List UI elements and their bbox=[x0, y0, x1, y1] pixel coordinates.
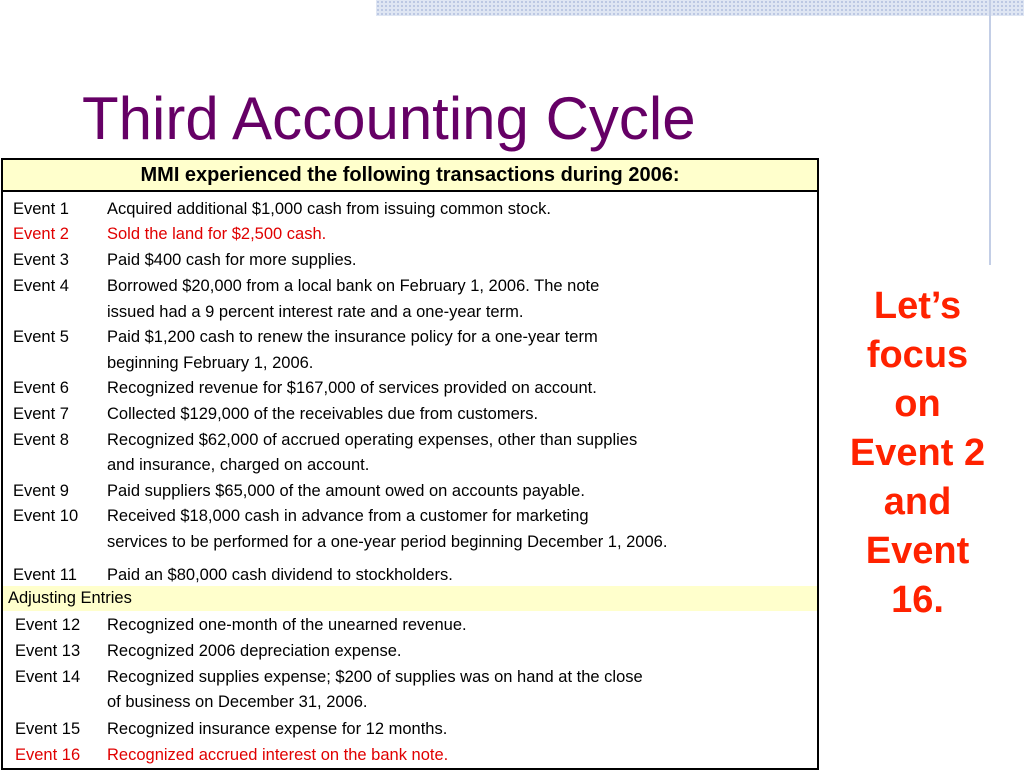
callout-line: on bbox=[894, 383, 941, 425]
event-description: Recognized accrued interest on the bank note. bbox=[107, 746, 449, 764]
event-description: Recognized 2006 depreciation expense. bbox=[107, 642, 402, 660]
event-label: Event 5 bbox=[13, 328, 69, 346]
event-description-continued: issued had a 9 percent interest rate and a one-year term. bbox=[107, 303, 524, 321]
event-label: Event 8 bbox=[13, 431, 69, 449]
event-description: Paid an $80,000 cash dividend to stockholders. bbox=[107, 566, 453, 584]
event-description: Borrowed $20,000 from a local bank on February 1, 2006. The note bbox=[107, 277, 600, 295]
event-description: Recognized $62,000 of accrued operating expenses, other than supplies bbox=[107, 431, 638, 449]
event-description: Paid $400 cash for more supplies. bbox=[107, 251, 357, 269]
event-description: Paid suppliers $65,000 of the amount owed on accounts payable. bbox=[107, 482, 585, 500]
focus-callout bbox=[825, 282, 1010, 625]
event-label: Event 1 bbox=[13, 200, 69, 218]
event-label: Event 13 bbox=[15, 642, 81, 660]
event-description: Collected $129,000 of the receivables due from customers. bbox=[107, 405, 539, 423]
event-description-continued: beginning February 1, 2006. bbox=[107, 354, 314, 372]
event-description: Recognized revenue for $167,000 of services provided on account. bbox=[107, 379, 597, 397]
event-description: Paid $1,200 cash to renew the insurance policy for a one-year term bbox=[107, 328, 598, 346]
event-label: Event 7 bbox=[13, 405, 69, 423]
event-description: Acquired additional $1,000 cash from issuing common stock. bbox=[107, 200, 551, 218]
event-label: Event 4 bbox=[13, 277, 69, 295]
event-label: Event 2 bbox=[13, 225, 69, 243]
callout-line: and bbox=[883, 481, 952, 523]
event-label: Event 11 bbox=[13, 566, 77, 584]
event-description: Recognized insurance expense for 12 months. bbox=[107, 720, 448, 738]
adjusting-entries-header: Adjusting Entries bbox=[3, 586, 817, 611]
event-description-continued: of business on December 31, 2006. bbox=[107, 693, 368, 711]
decorative-vertical-line bbox=[989, 0, 991, 265]
callout-line: Event 2 bbox=[849, 432, 986, 474]
event-label: Event 9 bbox=[13, 482, 69, 500]
transactions-panel bbox=[1, 158, 819, 770]
callout-line: 16. bbox=[891, 579, 944, 621]
decorative-dotted-band bbox=[376, 0, 1024, 16]
event-label: Event 10 bbox=[13, 507, 79, 525]
panel-header: MMI experienced the following transactions during 2006: bbox=[3, 160, 817, 192]
event-description-continued: services to be performed for a one-year period beginning December 1, 2006. bbox=[107, 533, 668, 551]
callout-line: Event bbox=[865, 530, 970, 572]
event-label: Event 12 bbox=[15, 616, 81, 634]
event-label: Event 15 bbox=[15, 720, 81, 738]
slide-title: Third Accounting Cycle bbox=[82, 85, 696, 152]
event-label: Event 3 bbox=[13, 251, 69, 269]
event-description: Received $18,000 cash in advance from a customer for marketing bbox=[107, 507, 589, 525]
callout-line: focus bbox=[866, 334, 969, 376]
event-description-continued: and insurance, charged on account. bbox=[107, 456, 370, 474]
event-description: Recognized one-month of the unearned revenue. bbox=[107, 616, 467, 634]
event-label: Event 16 bbox=[15, 746, 81, 764]
event-label: Event 6 bbox=[13, 379, 69, 397]
event-label: Event 14 bbox=[15, 668, 81, 686]
event-description: Sold the land for $2,500 cash. bbox=[107, 225, 327, 243]
event-description: Recognized supplies expense; $200 of supplies was on hand at the close bbox=[107, 668, 643, 686]
callout-line: Let’s bbox=[873, 285, 962, 327]
